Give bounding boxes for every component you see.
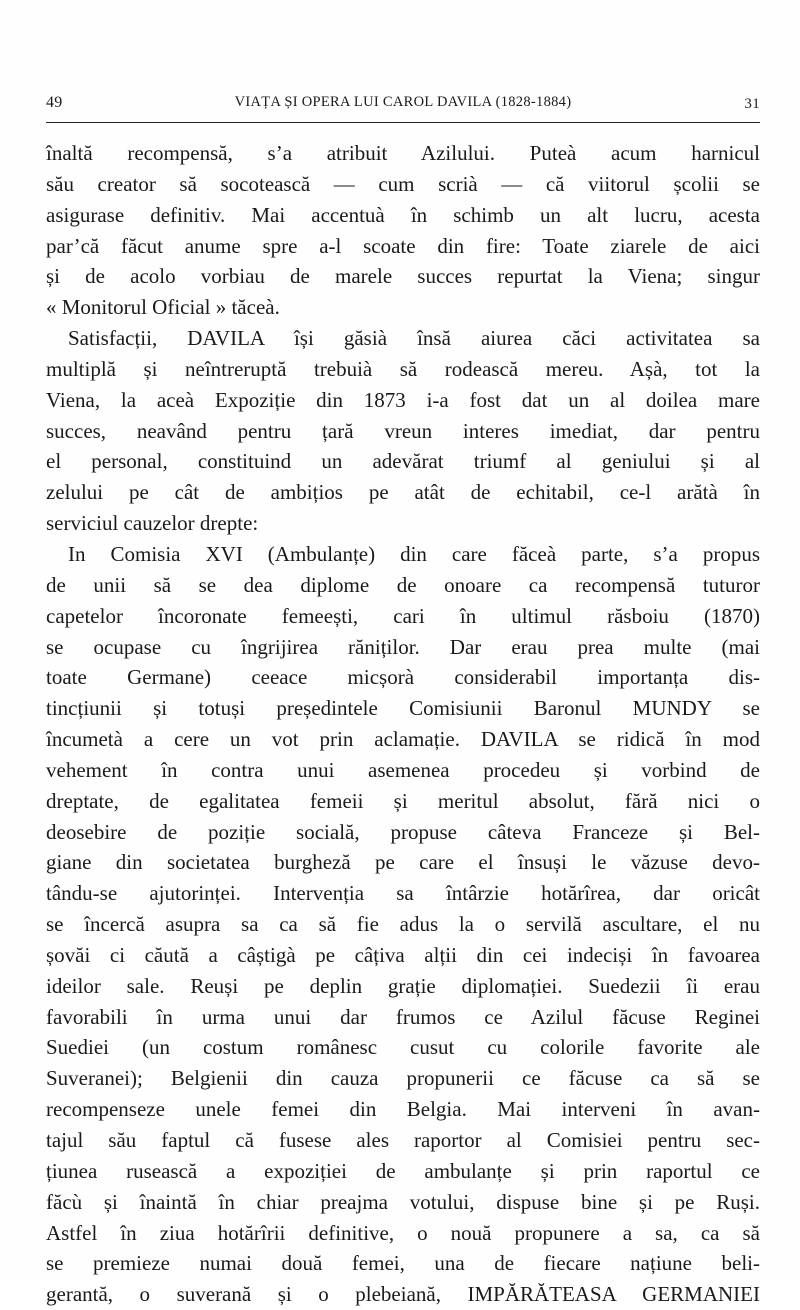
text-line: recompenseze unele femei din Belgia. Mai interveni în avan-: [46, 1097, 760, 1122]
text-line: succes, neavând pentru țară vreun interes imediat, dar pentru: [46, 418, 760, 443]
text-line: se ocupase cu îngrijirea răniților. Dar erau prea multe (mai: [46, 634, 760, 659]
text-line: său creator să socotească — cum scrià — că viitorul școlii se: [46, 171, 760, 196]
text-line: tajul său faptul că fusese ales raportor al Comisiei pentru sec-: [46, 1128, 760, 1152]
text-line: încumetà a cere un vot prin aclamație. DAVILA se ridică în mod: [46, 727, 760, 752]
text-line: deosebire de poziție socială, propuse câteva Franceze și Bel-: [46, 819, 760, 844]
text-line: Viena, la aceà Expoziție din 1873 i-a fost dat un al doilea mare: [46, 387, 760, 412]
body-text: [46, 138, 760, 1310]
text-line: Suediei (un costum românesc cusut cu colorile favorite ale: [46, 1035, 760, 1060]
text-line: favorabili în urma unui dar frumos ce Azilul făcuse Reginei: [46, 1004, 760, 1029]
text-line: dreptate, de egalitatea femeii și meritul absolut, fără nici o: [46, 788, 760, 813]
text-line: tincțiunii și totuși președintele Comisiunii Baronul MUNDY se: [46, 696, 760, 721]
text-line: multiplă și neîntreruptă trebuià să rodească mereu. Așà, tot la: [46, 356, 760, 381]
text-line: In Comisia XVI (Ambulanțe) din care făceà parte, s’a propus: [68, 541, 760, 566]
text-line: tându-se ajutorinței. Intervenția sa întârzie hotărîrea, dar oricât: [46, 881, 760, 906]
text-line: capetelor încoronate femeești, cari în ultimul răsboiu (1870): [46, 603, 760, 628]
text-line: Suveranei); Belgienii din cauza propunerii ce făcuse ca să se: [46, 1066, 760, 1091]
text-line: par’că făcut anume spre a-l scoate din fire: Toate ziarele de aici: [46, 233, 760, 258]
text-line: Astfel în ziua hotărîrii definitive, o nouă propunere a sa, ca să: [46, 1220, 760, 1245]
text-line: asigurase definitiv. Mai accentuà în schimb un alt lucru, acesta: [46, 202, 760, 227]
text-line: se încercă asupra sa ca să fie adus la o servilă ascultare, el nu: [46, 912, 760, 937]
text-line: giane din societatea burgheză pe care el însuși le văzuse devo-: [46, 850, 760, 875]
text-line: gerantă, o suverană și o plebeiană, IMPĂRĂTEASA GERMANIEI: [46, 1282, 760, 1307]
running-header: [46, 88, 760, 118]
text-line: se premieze numai două femei, una de fiecare națiune beli-: [46, 1251, 760, 1276]
text-line: și de acolo vorbiau de marele succes repurtat la Viena; singur: [46, 264, 760, 289]
text-line: vehement în contra unui asemenea procedeu și vorbind de: [46, 757, 760, 782]
text-line: toate Germane) ceeace micșorà considerabil importanța dis-: [46, 665, 760, 690]
page-number: 31: [744, 96, 760, 112]
folio-left-number: 49: [46, 94, 63, 111]
text-line: el personal, constituind un adevărat triumf al geniului și al: [46, 449, 760, 474]
text-line: zelului pe cât de ambițios pe atât de echitabil, ce-l arătà în: [46, 480, 760, 505]
text-line: de unii să se dea diplome de onoare ca recompensă tuturor: [46, 572, 760, 597]
text-line: țiunea rusească a expoziției de ambulanțe și prin raportul ce: [46, 1158, 760, 1183]
text-line: « Monitorul Oficial » tăceà.: [46, 295, 280, 320]
running-title: VIAȚA ȘI OPERA LUI CAROL DAVILA (1828-1884): [234, 94, 572, 110]
text-line: Satisfacții, DAVILA își găsià însă aiurea căci activitatea sa: [68, 326, 760, 351]
text-line: făcù și înaintă în chiar preajma votului, dispuse bine și pe Ruși.: [46, 1189, 760, 1214]
text-line: șovăi ci căută a câștigà pe câțiva alții din cei indeciși în favoarea: [46, 942, 760, 967]
header-rule: [46, 122, 760, 123]
text-line: ideilor sale. Reuși pe deplin grație diplomației. Suedezii îi erau: [46, 973, 760, 998]
text-line: serviciul cauzelor drepte:: [46, 511, 259, 536]
text-line: înaltă recompensă, s’a atribuit Azilului. Puteà acum harnicul: [46, 141, 760, 165]
